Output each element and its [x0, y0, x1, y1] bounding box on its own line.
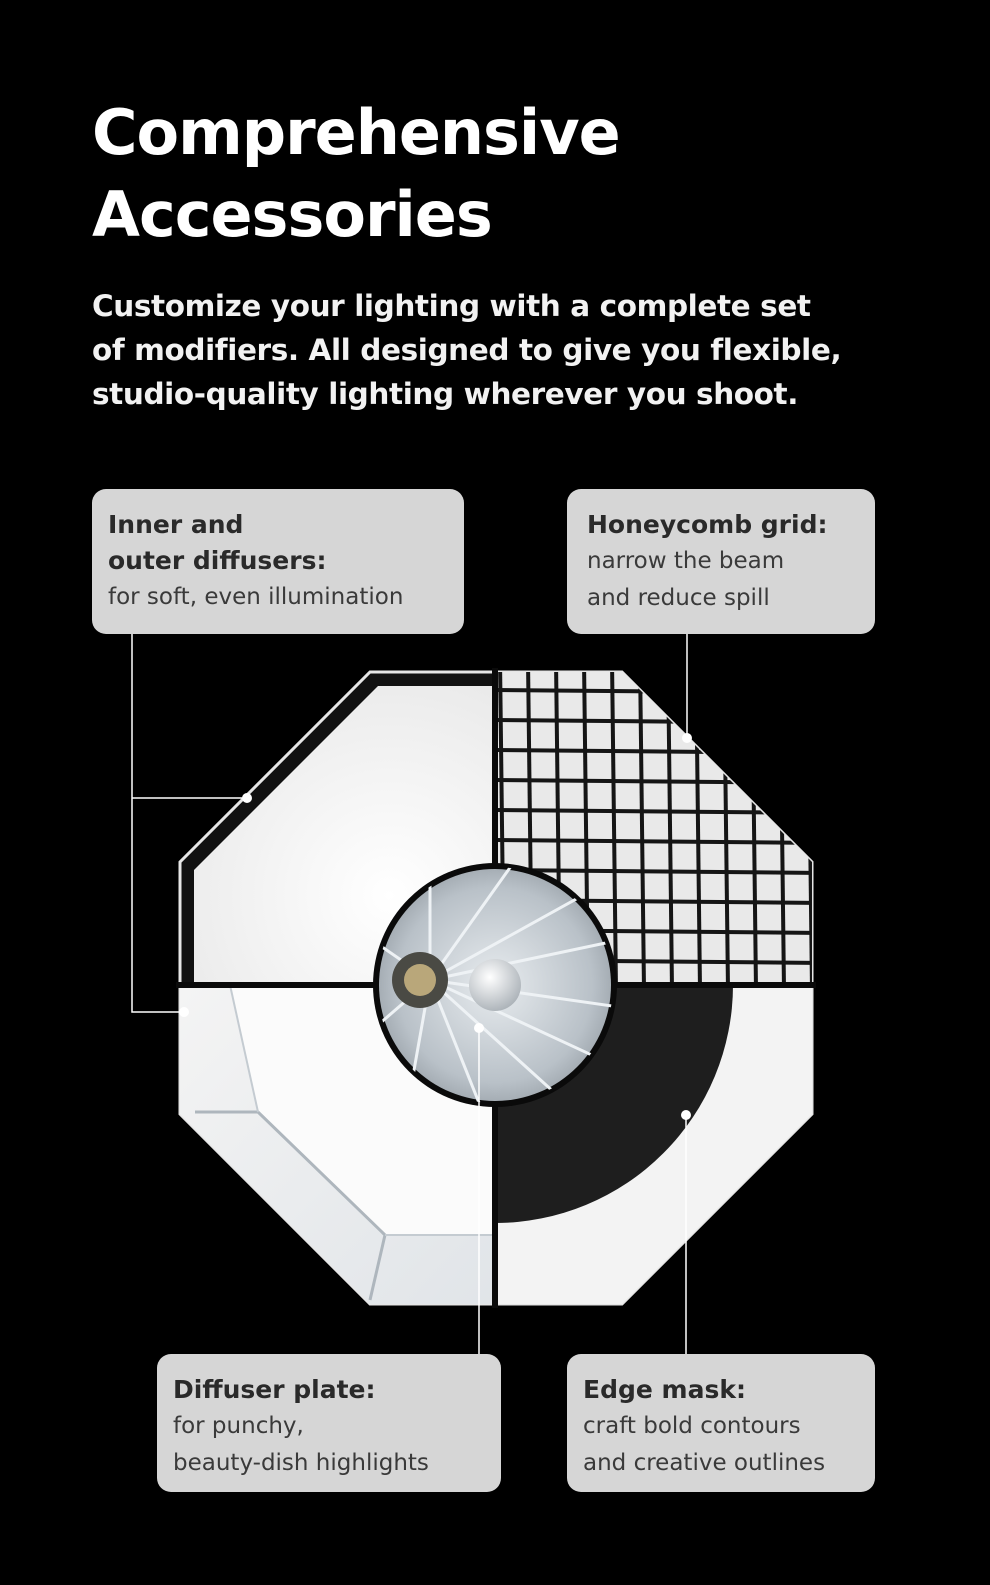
- subtitle-line-2: of modifiers. All designed to give you flexible,: [92, 333, 842, 367]
- callout-diffuser-plate: [157, 1354, 501, 1492]
- callout-body: and creative outlines: [583, 1450, 826, 1476]
- title-line-1: Comprehensive: [92, 96, 620, 169]
- callout-heading: Edge mask:: [583, 1375, 746, 1404]
- callout-body: for punchy,: [173, 1413, 304, 1439]
- callout-heading: Honeycomb grid:: [587, 510, 828, 539]
- callout-body: beauty-dish highlights: [173, 1450, 429, 1476]
- callout-body: craft bold contours: [583, 1413, 801, 1439]
- callout-body: for soft, even illumination: [108, 584, 404, 610]
- subtitle-line-1: Customize your lighting with a complete set: [92, 289, 811, 323]
- callout-inner-outer-diffusers: [92, 489, 464, 634]
- callout-honeycomb-grid: [567, 489, 875, 634]
- callout-heading: outer diffusers:: [108, 546, 327, 575]
- callout-edge-mask: [567, 1354, 875, 1492]
- callout-body: narrow the beam: [587, 548, 785, 574]
- callout-heading: Inner and: [108, 510, 244, 539]
- subtitle-line-3: studio-quality lighting wherever you shoot.: [92, 377, 799, 411]
- callout-body: and reduce spill: [587, 585, 770, 611]
- callout-heading: Diffuser plate:: [173, 1375, 376, 1404]
- title-line-2: Accessories: [92, 178, 492, 251]
- diffuser-plate-dish: [469, 959, 521, 1011]
